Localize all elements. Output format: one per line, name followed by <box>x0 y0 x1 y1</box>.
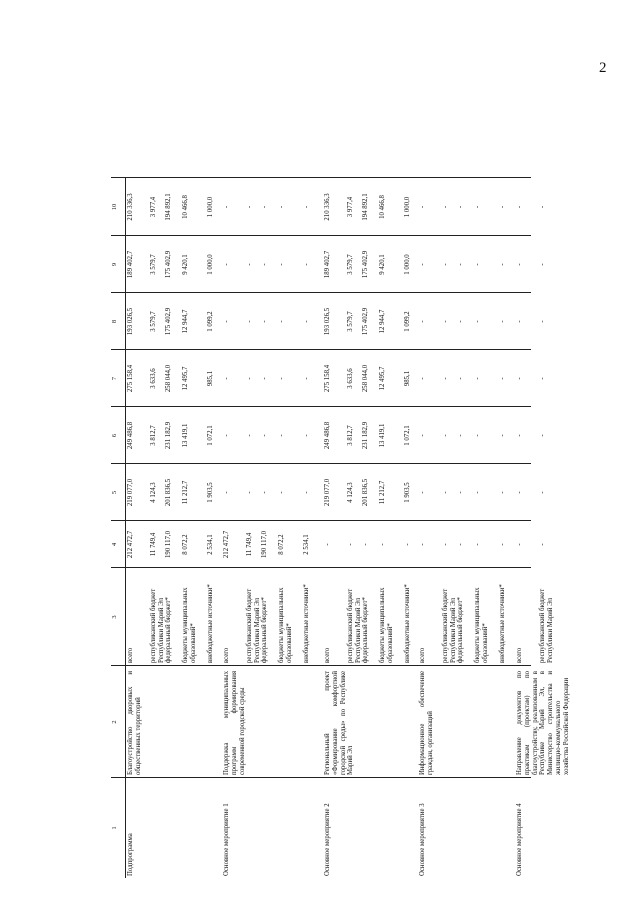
amount-cell: 3 977,4 <box>347 196 354 218</box>
amount-cell: 12 944,7 <box>182 309 189 334</box>
block-type: Подпрограмма <box>127 833 134 876</box>
block-type: Основное мероприятие 1 <box>223 803 230 876</box>
amount-cell: - <box>223 491 230 494</box>
header-cell: 1 <box>111 778 126 878</box>
header-cell: 7 <box>111 350 126 407</box>
amount-cell: - <box>303 320 310 323</box>
page-number: 2 <box>599 60 607 76</box>
amount-cell: - <box>261 434 268 437</box>
amount-cell: 210 336,3 <box>127 193 134 221</box>
amount-cell: - <box>539 377 546 380</box>
amount-cell: - <box>499 377 506 380</box>
amount-cell: 190 117,0 <box>165 531 172 558</box>
funding-source: бюджеты муниципальных образований* <box>379 587 394 663</box>
amount-cell: - <box>442 434 449 437</box>
column-divider <box>111 292 531 293</box>
amount-cell: - <box>223 263 230 266</box>
amount-cell: - <box>419 205 426 209</box>
amount-cell: - <box>362 543 369 546</box>
budget-table <box>111 88 570 878</box>
amount-cell: - <box>539 543 546 546</box>
amount-cell: - <box>474 434 481 437</box>
column-divider <box>111 665 531 666</box>
amount-cell: 3 812,7 <box>150 425 157 446</box>
amount-cell: 3 633,6 <box>347 368 354 389</box>
amount-cell: - <box>379 543 386 546</box>
amount-cell: 2 534,1 <box>303 534 310 555</box>
amount-cell: 249 486,8 <box>324 421 331 450</box>
amount-cell: 193 026,5 <box>127 307 134 336</box>
amount-cell: 175 402,9 <box>362 250 369 279</box>
amount-cell: 10 466,8 <box>379 195 386 219</box>
block-type: Основное мероприятие 2 <box>324 803 331 876</box>
amount-cell: 10 466,8 <box>182 195 189 219</box>
amount-cell: - <box>223 320 230 323</box>
amount-cell: - <box>303 434 310 437</box>
amount-cell: 210 336,3 <box>324 193 331 221</box>
header-cell: 6 <box>111 407 126 464</box>
funding-source: федеральный бюджет* <box>457 597 464 663</box>
amount-cell: - <box>457 320 464 323</box>
amount-cell: 13 419,1 <box>379 423 386 448</box>
amount-cell: 3 633,6 <box>150 368 157 389</box>
column-divider <box>111 520 531 521</box>
amount-cell: 219 077,0 <box>127 478 134 507</box>
amount-cell: 201 836,5 <box>362 478 369 507</box>
amount-cell: - <box>516 263 523 266</box>
amount-cell: - <box>457 434 464 437</box>
amount-cell: - <box>516 320 523 323</box>
amount-cell: - <box>261 320 268 323</box>
amount-cell: 194 892,1 <box>165 193 172 221</box>
amount-cell: 1 099,2 <box>207 311 214 332</box>
amount-cell: 985,1 <box>404 370 411 387</box>
block-title: Информационное обеспечение граждан, организаций <box>419 671 434 775</box>
block-type: Основное мероприятие 3 <box>419 803 426 876</box>
amount-cell: - <box>404 543 411 546</box>
amount-cell: 219 077,0 <box>324 478 331 507</box>
header-cell: 4 <box>111 521 126 568</box>
amount-cell: - <box>278 263 285 266</box>
column-divider <box>111 349 531 350</box>
amount-cell: - <box>442 543 449 546</box>
amount-cell: - <box>246 491 253 494</box>
header-cell: 9 <box>111 236 126 293</box>
amount-cell: - <box>457 205 464 209</box>
amount-cell: - <box>442 377 449 380</box>
amount-cell: 275 158,4 <box>127 364 134 393</box>
amount-cell: 12 495,7 <box>379 366 386 391</box>
amount-cell: - <box>474 543 481 546</box>
amount-cell: 258 044,0 <box>165 364 172 393</box>
amount-cell: - <box>474 263 481 266</box>
amount-cell: - <box>419 543 426 546</box>
amount-cell: - <box>278 320 285 323</box>
amount-cell: 3 579,7 <box>150 311 157 332</box>
amount-cell: 231 182,9 <box>165 421 172 450</box>
amount-cell: 189 402,7 <box>127 250 134 279</box>
amount-cell: 4 124,3 <box>150 482 157 503</box>
amount-cell: - <box>499 263 506 266</box>
amount-cell: 4 124,3 <box>347 482 354 503</box>
amount-cell: - <box>347 543 354 546</box>
amount-cell: - <box>246 320 253 323</box>
amount-cell: - <box>246 434 253 437</box>
amount-cell: - <box>474 377 481 380</box>
amount-cell: - <box>223 205 230 209</box>
amount-cell: 13 419,1 <box>182 423 189 448</box>
amount-cell: 175 402,9 <box>362 307 369 336</box>
amount-cell: 1 072,1 <box>404 425 411 446</box>
funding-source: внебюджетные источники* <box>499 584 506 663</box>
funding-source: республиканский бюджет Республики Марий Эл <box>150 588 165 663</box>
amount-cell: - <box>278 377 285 380</box>
block-title: Направление документов по практикам (проектам) по благоустройству, реализованным в Республике Марий Эл, в Министерство строительства и жилищно-коммунального хозяйства Российской Федерации <box>516 671 570 775</box>
amount-cell: - <box>246 205 253 209</box>
column-divider <box>111 235 531 236</box>
funding-source: федеральный бюджет* <box>261 597 268 663</box>
funding-source: внебюджетные источники* <box>207 584 214 663</box>
amount-cell: 3 812,7 <box>347 425 354 446</box>
block-title: Благоустройство дворовых и общественных территорий <box>127 671 142 775</box>
amount-cell: - <box>261 263 268 266</box>
amount-cell: - <box>278 205 285 209</box>
amount-cell: - <box>457 491 464 494</box>
amount-cell: - <box>499 491 506 494</box>
funding-source: республиканский бюджет Республики Марий Эл <box>246 588 261 663</box>
amount-cell: - <box>419 263 426 266</box>
header-cell: 5 <box>111 464 126 521</box>
amount-cell: - <box>499 543 506 546</box>
funding-source: бюджеты муниципальных образований* <box>278 587 293 663</box>
amount-cell: - <box>499 320 506 323</box>
amount-cell: 175 402,9 <box>165 307 172 336</box>
amount-cell: 11 212,7 <box>379 480 386 505</box>
funding-source: всего <box>324 647 331 663</box>
amount-cell: - <box>442 491 449 494</box>
header-cell: 3 <box>111 568 126 666</box>
header-cell: 8 <box>111 293 126 350</box>
amount-cell: 11 212,7 <box>182 480 189 505</box>
amount-cell: - <box>474 320 481 323</box>
amount-cell: 9 420,1 <box>379 254 386 275</box>
amount-cell: - <box>539 205 546 209</box>
column-divider <box>111 463 531 464</box>
amount-cell: - <box>246 263 253 266</box>
amount-cell: - <box>278 491 285 494</box>
amount-cell: 1 000,0 <box>207 254 214 275</box>
amount-cell: 175 402,9 <box>165 250 172 279</box>
amount-cell: - <box>261 377 268 380</box>
amount-cell: - <box>539 434 546 437</box>
funding-source: республиканский бюджет Республики Марий Эл <box>347 588 362 663</box>
amount-cell: 1 903,5 <box>404 482 411 503</box>
funding-source: всего <box>516 647 523 663</box>
amount-cell: 1 099,2 <box>404 311 411 332</box>
amount-cell: - <box>303 263 310 266</box>
amount-cell: 1 000,0 <box>404 254 411 275</box>
amount-cell: 3 579,7 <box>347 254 354 275</box>
column-divider <box>111 177 531 178</box>
amount-cell: - <box>303 377 310 380</box>
amount-cell: - <box>539 320 546 323</box>
amount-cell: 12 944,7 <box>379 309 386 334</box>
amount-cell: - <box>499 205 506 209</box>
funding-source: всего <box>419 647 426 663</box>
amount-cell: 231 182,9 <box>362 421 369 450</box>
amount-cell: 201 836,5 <box>165 478 172 507</box>
amount-cell: 189 402,7 <box>324 250 331 279</box>
funding-source: бюджеты муниципальных образований* <box>182 587 197 663</box>
funding-source: федеральный бюджет* <box>362 597 369 663</box>
amount-cell: - <box>419 434 426 437</box>
amount-cell: - <box>419 320 426 323</box>
amount-cell: - <box>499 434 506 437</box>
amount-cell: - <box>457 543 464 546</box>
amount-cell: - <box>474 491 481 494</box>
amount-cell: - <box>223 377 230 380</box>
amount-cell: 8 072,2 <box>278 534 285 555</box>
amount-cell: 190 117,0 <box>261 531 268 558</box>
amount-cell: 193 026,5 <box>324 307 331 336</box>
amount-cell: 3 579,7 <box>150 254 157 275</box>
funding-source: всего <box>223 647 230 663</box>
amount-cell: - <box>223 434 230 437</box>
amount-cell: - <box>457 377 464 380</box>
column-divider <box>111 777 531 778</box>
amount-cell: - <box>442 320 449 323</box>
amount-cell: - <box>278 434 285 437</box>
amount-cell: - <box>246 377 253 380</box>
amount-cell: - <box>303 205 310 209</box>
header-cell: 10 <box>111 178 126 236</box>
amount-cell: - <box>539 263 546 266</box>
amount-cell: 249 486,8 <box>127 421 134 450</box>
amount-cell: 1 000,0 <box>207 196 214 218</box>
amount-cell: 3 579,7 <box>347 311 354 332</box>
amount-cell: 275 158,4 <box>324 364 331 393</box>
amount-cell: - <box>442 263 449 266</box>
amount-cell: - <box>457 263 464 266</box>
funding-source: бюджеты муниципальных образований* <box>474 587 489 663</box>
amount-cell: 1 000,0 <box>404 196 411 218</box>
amount-cell: 1 903,5 <box>207 482 214 503</box>
amount-cell: - <box>303 491 310 494</box>
amount-cell: 3 977,4 <box>150 196 157 218</box>
funding-source: внебюджетные источники* <box>303 584 310 663</box>
amount-cell: 1 072,1 <box>207 425 214 446</box>
amount-cell: - <box>516 491 523 494</box>
header-cell: 2 <box>111 666 126 778</box>
amount-cell: 2 534,1 <box>207 534 214 555</box>
amount-cell: - <box>539 491 546 494</box>
amount-cell: 212 472,7 <box>223 530 230 559</box>
amount-cell: - <box>442 205 449 209</box>
column-divider <box>111 406 531 407</box>
amount-cell: 8 072,2 <box>182 534 189 555</box>
amount-cell: - <box>324 543 331 546</box>
amount-cell: 12 495,7 <box>182 366 189 391</box>
amount-cell: 11 749,4 <box>246 532 253 557</box>
amount-cell: - <box>516 377 523 380</box>
amount-cell: - <box>474 205 481 209</box>
funding-source: республиканский бюджет Республики Марий Эл <box>442 588 457 663</box>
amount-cell: 258 044,0 <box>362 364 369 393</box>
column-divider <box>111 567 531 568</box>
funding-source: республиканский бюджет Республики Марий Эл <box>539 588 554 663</box>
amount-cell: - <box>516 543 523 546</box>
amount-cell: 11 749,4 <box>150 532 157 557</box>
amount-cell: - <box>261 205 268 209</box>
block-title: Региональный проект «Формирование комфортной городской среды» по Республике Марий Эл <box>324 671 355 775</box>
amount-cell: - <box>261 491 268 494</box>
amount-cell: - <box>419 377 426 380</box>
block-type: Основное мероприятие 4 <box>516 803 523 876</box>
amount-cell: 9 420,1 <box>182 254 189 275</box>
amount-cell: - <box>419 491 426 494</box>
amount-cell: 985,1 <box>207 370 214 387</box>
amount-cell: 194 892,1 <box>362 193 369 221</box>
amount-cell: - <box>516 205 523 209</box>
amount-cell: 212 472,7 <box>127 530 134 559</box>
funding-source: всего <box>127 647 134 663</box>
funding-source: федеральный бюджет* <box>165 597 172 663</box>
block-title: Поддержка муниципальных программ формирования современной городской среды <box>223 671 246 775</box>
funding-source: внебюджетные источники* <box>404 584 411 663</box>
amount-cell: - <box>516 434 523 437</box>
